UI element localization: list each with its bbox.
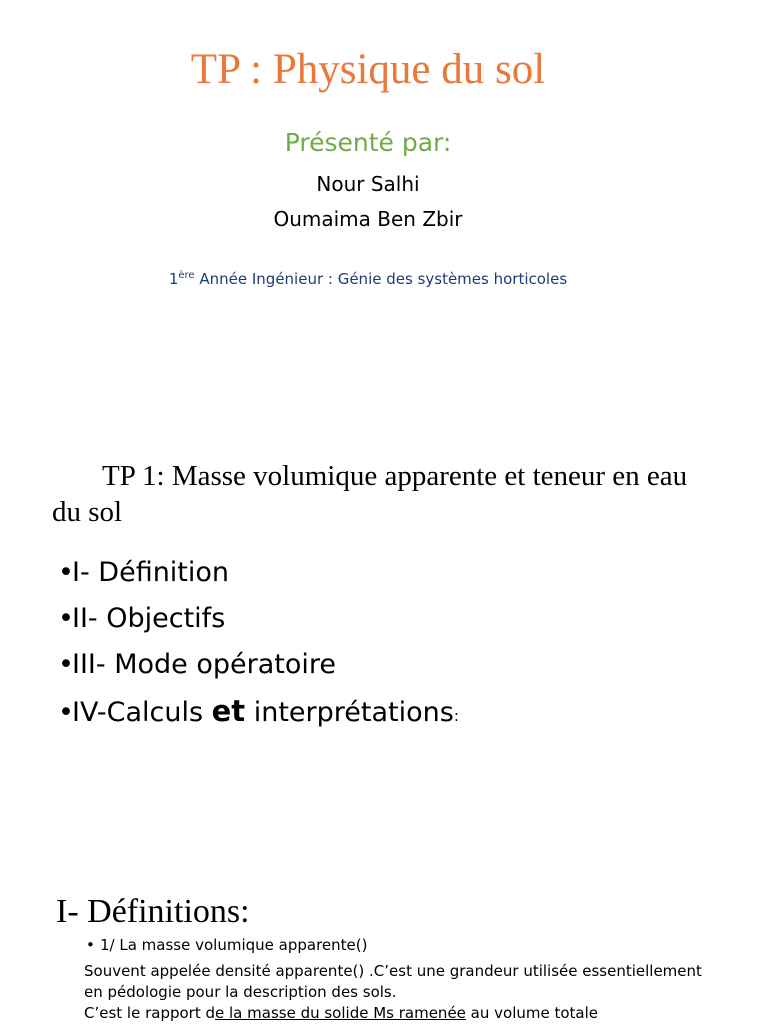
presented-by-label: Présenté par: (284, 128, 452, 157)
outline-item-colon: : (453, 707, 459, 725)
definition-paragraph-2 (84, 1003, 724, 1024)
paragraph-2-underlined: e la masse du solide Ms ramenée (215, 1004, 466, 1022)
definition-paragraph-1: Souvent appelée densité apparente() .C’est une grandeur utilisée essentiellement en pédologie pour la description des sols. (84, 962, 702, 1001)
subsection-masse-volumique (86, 936, 367, 954)
program-superscript: ère (178, 270, 195, 281)
outline-item-label: III- Mode opératoire (72, 649, 337, 680)
outline-list (58, 553, 459, 737)
outline-item-label-end: interprétations (245, 697, 454, 728)
outline-item-label-start: IV-Calculs (72, 697, 212, 728)
outline-item-label: II- Objectifs (72, 603, 226, 634)
program-ordinal: 1 (168, 270, 179, 288)
outline-item-mode-operatoire (58, 645, 459, 691)
outline-item-calculs (58, 691, 459, 737)
author-name-2: Oumaima Ben Zbir (273, 207, 463, 231)
bullet-icon: • (58, 603, 74, 634)
paragraph-2-end: au volume totale (465, 1004, 599, 1022)
bullet-icon: • (58, 697, 74, 728)
paragraph-2-start: C’est le rapport d (84, 1004, 216, 1022)
author-name-1: Nour Salhi (316, 172, 420, 196)
subsection-label: 1/ La masse volumique apparente() (100, 936, 368, 954)
definitions-heading: I- Définitions: (56, 893, 250, 930)
program-line (0, 270, 736, 288)
tp1-title: TP 1: Masse volumique apparente et teneur en eau du sol (52, 460, 688, 528)
bullet-icon: • (58, 557, 74, 588)
outline-item-label: I- Définition (72, 557, 230, 588)
document-title: TP : Physique du sol (190, 46, 546, 93)
outline-item-label-bold: et (211, 694, 246, 728)
outline-item-objectifs (58, 599, 459, 645)
program-text: Année Ingénieur : Génie des systèmes horticoles (194, 270, 568, 288)
outline-item-definition (58, 553, 459, 599)
bullet-icon: • (86, 936, 95, 954)
bullet-icon: • (58, 649, 74, 680)
